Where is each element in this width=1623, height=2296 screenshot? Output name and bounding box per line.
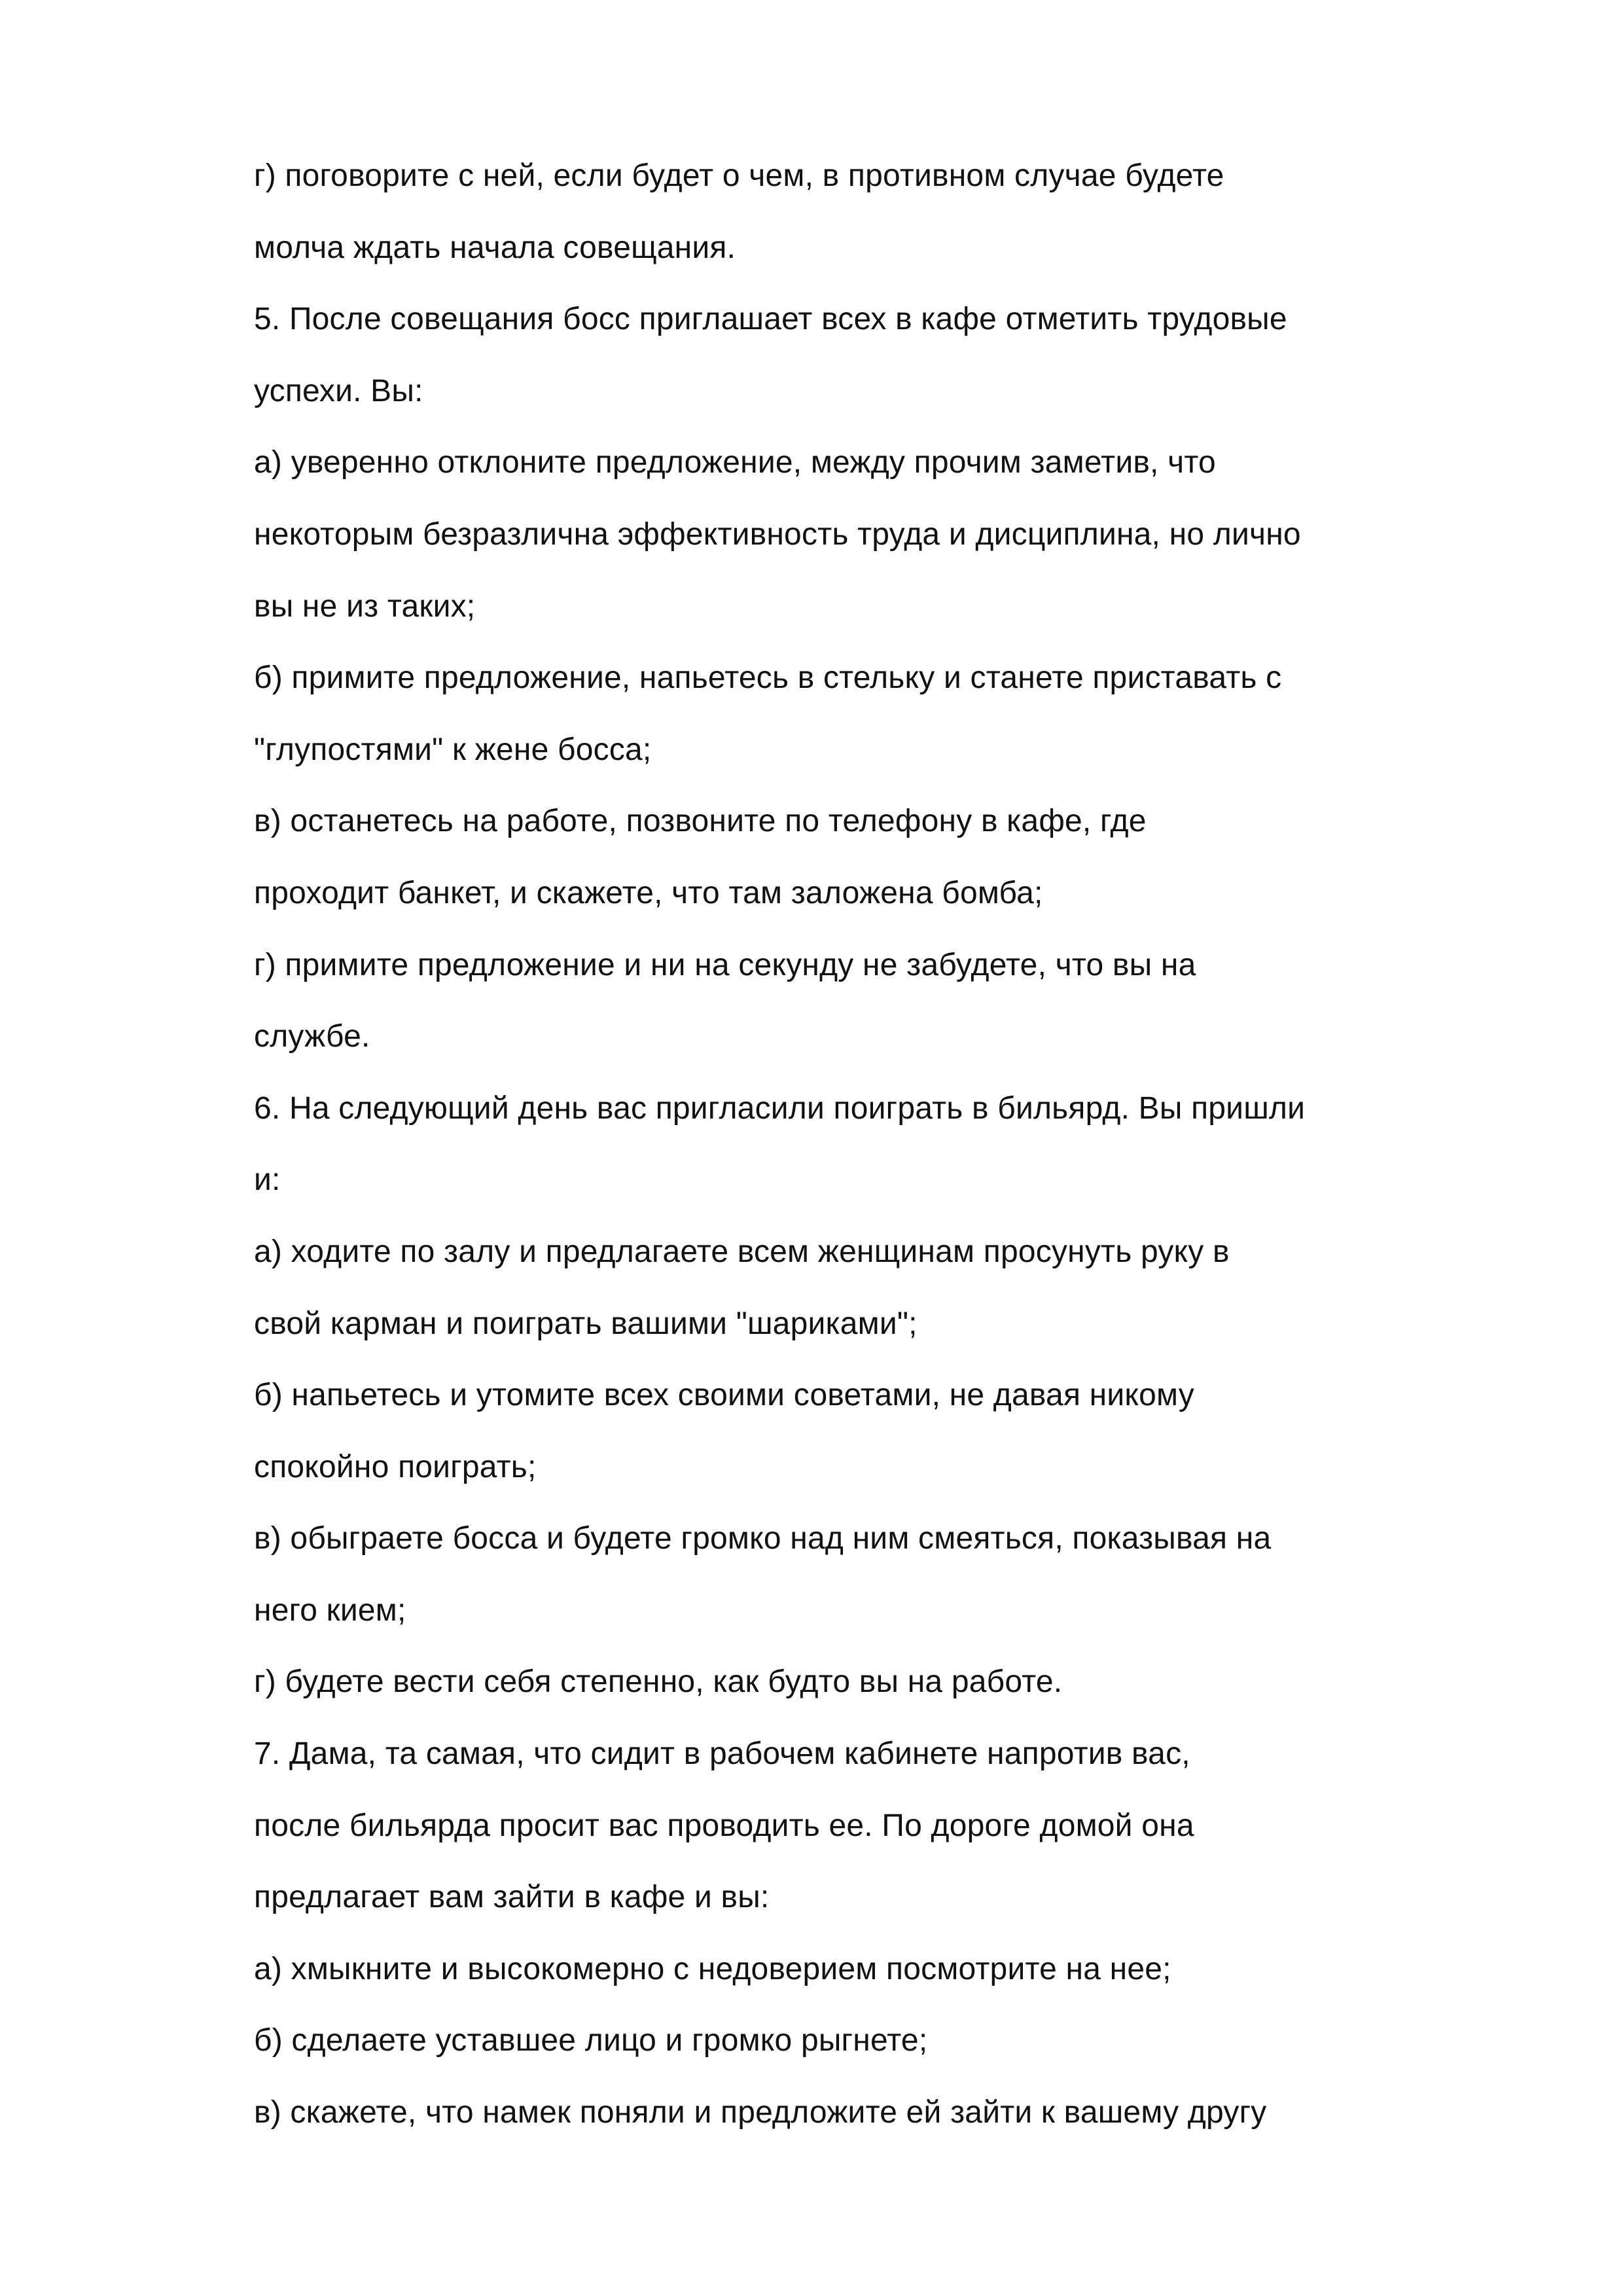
- answer-option: в) останетесь на работе, позвоните по телефону в кафе, где: [254, 804, 1147, 839]
- answer-option: б) напьетесь и утомите всех своими советами, не давая никому: [254, 1378, 1194, 1413]
- document-body: [254, 149, 1406, 2158]
- text-line: молча ждать начала совещания.: [254, 230, 736, 265]
- question-heading: 5. После совещания босс приглашает всех в кафе отметить трудовые: [254, 302, 1287, 337]
- text-line: спокойно поиграть;: [254, 1449, 537, 1484]
- answer-option: г) примите предложение и ни на секунду не забудете, что вы на: [254, 947, 1196, 982]
- answer-option: в) скажете, что намек поняли и предложите ей зайти к вашему другу: [254, 2095, 1267, 2130]
- answer-option: а) хмыкните и высокомерно с недоверием посмотрите на нее;: [254, 1951, 1171, 1986]
- question-heading: 6. На следующий день вас пригласили поиграть в бильярд. Вы пришли: [254, 1090, 1306, 1126]
- answer-option: б) сделаете уставшее лицо и громко рыгнете;: [254, 2023, 928, 2058]
- answer-option: б) примите предложение, напьетесь в стельку и станете приставать с: [254, 660, 1282, 696]
- text-line: и:: [254, 1162, 281, 1198]
- text-line: г) поговорите с ней, если будет о чем, в противном случае будете: [254, 158, 1224, 193]
- text-line: проходит банкет, и скажете, что там заложена бомба;: [254, 875, 1043, 910]
- text-line: него кием;: [254, 1592, 406, 1628]
- answer-option: г) будете вести себя степенно, как будто вы на работе.: [254, 1664, 1063, 1700]
- question-heading: 7. Дама, та самая, что сидит в рабочем кабинете напротив вас,: [254, 1736, 1190, 1772]
- text-line: успехи. Вы:: [254, 373, 423, 408]
- text-line: предлагает вам зайти в кафе и вы:: [254, 1880, 770, 1915]
- answer-option: а) уверенно отклоните предложение, между прочим заметив, что: [254, 445, 1216, 480]
- answer-option: а) ходите по залу и предлагаете всем женщинам просунуть руку в: [254, 1234, 1230, 1269]
- text-line: "глупостями" к жене босса;: [254, 732, 652, 767]
- text-line: некоторым безразлична эффективность труда и дисциплина, но лично: [254, 516, 1301, 552]
- text-line: службе.: [254, 1019, 370, 1054]
- text-line: после бильярда просит вас проводить ее. По дороге домой она: [254, 1808, 1194, 1843]
- answer-option: в) обыграете босса и будете громко над ним смеяться, показывая на: [254, 1521, 1272, 1556]
- text-line: вы не из таких;: [254, 588, 476, 624]
- text-line: свой карман и поиграть вашими "шариками";: [254, 1306, 918, 1341]
